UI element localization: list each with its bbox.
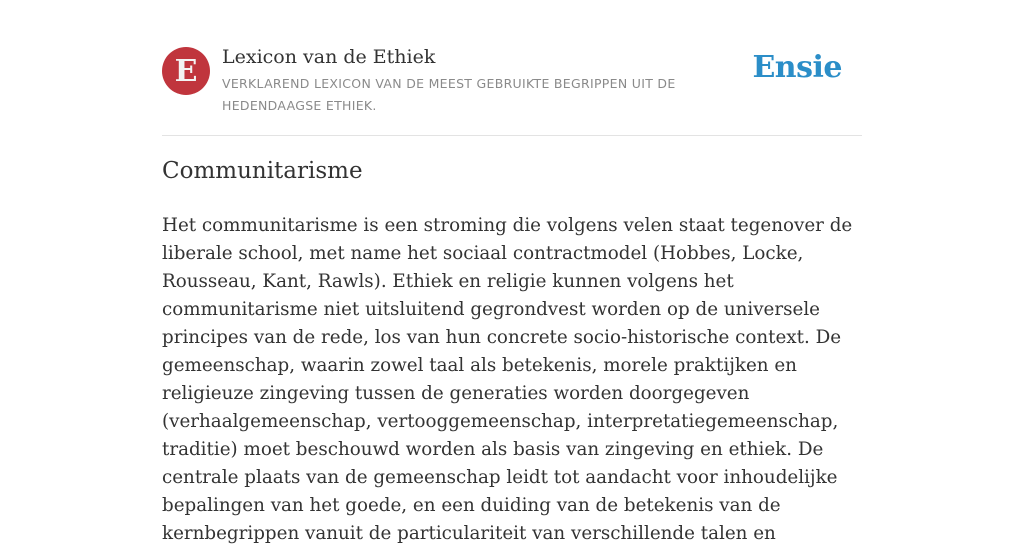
lexicon-logo[interactable] xyxy=(162,47,210,95)
header-divider xyxy=(162,135,862,136)
site-title[interactable]: Lexicon van de Ethiek xyxy=(222,46,436,68)
logo-letter: E xyxy=(174,53,198,89)
entry-body: Het communitarisme is een stroming die volgens velen staat tegenover de liberale school, met name het sociaal contractmodel (Hobbes, Locke, Rousseau, Kant, Rawls). Ethiek en religie kunnen volgens het communitarisme niet uitsluitend gegrondvest worden op de universele principes van de rede, los van hun concrete socio-historische context. De gemeenschap, waarin zowel taal als betekenis, morele praktijken en religieuze zingeving tussen de generaties worden doorgegeven (verhaalgemeenschap, vertooggemeenschap, interpretatiegemeenschap, traditie) moet beschouwd worden als basis van zingeving en ethiek. De centrale plaats van de gemeenschap leidt tot aandacht voor inhoudelijke bepalingen van het goede, en een duiding van de betekenis van de kernbegrippen vanuit de particulariteit van verschillende talen en xyxy=(162,215,853,544)
ensie-brand-logo[interactable]: Ensie xyxy=(752,50,842,85)
site-header xyxy=(162,40,862,120)
entry-title: Communitarisme xyxy=(162,158,363,184)
site-subtitle: VERKLAREND LEXICON VAN DE MEEST GEBRUIKTE BEGRIPPEN UIT DE HEDENDAAGSE ETHIEK. xyxy=(222,76,676,113)
